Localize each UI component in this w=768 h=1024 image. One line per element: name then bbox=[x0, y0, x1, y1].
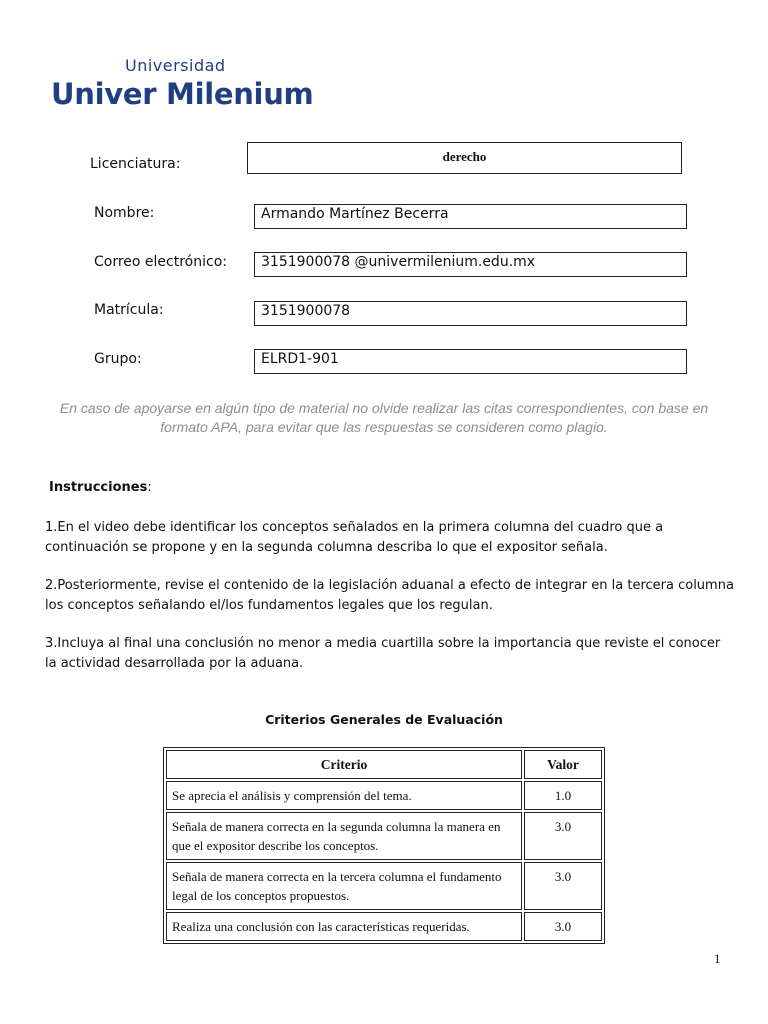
table-row bbox=[166, 812, 602, 860]
header-valor: Valor bbox=[524, 750, 602, 779]
correo-label: Correo electrónico: bbox=[94, 254, 227, 270]
instruction-item-2: 2.Posteriormente, revise el contenido de la legislación aduanal a efecto de integrar en la tercera columna los conceptos señalando el/los fundamentos legales que los regulan. bbox=[45, 578, 734, 613]
table-header-row bbox=[166, 750, 602, 779]
criteria-table bbox=[163, 747, 605, 944]
logo-universidad: Universidad bbox=[125, 56, 226, 75]
valor-cell: 3.0 bbox=[524, 862, 602, 910]
instruction-item-1: 1.En el video debe identificar los conceptos señalados en la primera columna del cuadro que a continuación se propone y en la segunda columna describa lo que el expositor señala. bbox=[45, 520, 664, 555]
logo-univer-milenium: Univer Milenium bbox=[51, 77, 314, 111]
criterio-cell: Señala de manera correcta en la segunda columna la manera en que el expositor describe los conceptos. bbox=[166, 812, 522, 860]
plagiarism-note: En caso de apoyarse en algún tipo de material no olvide realizar las citas correspondientes, con base en formato APA, para evitar que las respuestas se consideren como plagio. bbox=[59, 400, 709, 435]
table-row bbox=[166, 912, 602, 941]
valor-cell: 3.0 bbox=[524, 812, 602, 860]
licenciatura-label: Licenciatura: bbox=[90, 156, 181, 172]
instructions-title: Instrucciones: bbox=[49, 480, 152, 495]
nombre-field[interactable]: Armando Martínez Becerra bbox=[254, 204, 687, 229]
header-criterio: Criterio bbox=[166, 750, 522, 779]
grupo-label: Grupo: bbox=[94, 351, 142, 367]
criteria-title: Criterios Generales de Evaluación bbox=[265, 712, 503, 727]
criterio-cell: Realiza una conclusión con las características requeridas. bbox=[166, 912, 522, 941]
valor-cell: 1.0 bbox=[524, 781, 602, 810]
grupo-field[interactable]: ELRD1-901 bbox=[254, 349, 687, 374]
correo-field[interactable]: 3151900078 @univermilenium.edu.mx bbox=[254, 252, 687, 277]
table-row bbox=[166, 781, 602, 810]
valor-cell: 3.0 bbox=[524, 912, 602, 941]
table-row bbox=[166, 862, 602, 910]
page-number: 1 bbox=[714, 951, 721, 966]
matricula-label: Matrícula: bbox=[94, 302, 164, 318]
criterio-cell: Señala de manera correcta en la tercera columna el fundamento legal de los conceptos propuestos. bbox=[166, 862, 522, 910]
matricula-field[interactable]: 3151900078 bbox=[254, 301, 687, 326]
nombre-label: Nombre: bbox=[94, 205, 155, 221]
criterio-cell: Se aprecia el análisis y comprensión del tema. bbox=[166, 781, 522, 810]
licenciatura-field[interactable]: derecho bbox=[247, 142, 682, 174]
instruction-item-3: 3.Incluya al final una conclusión no menor a media cuartilla sobre la importancia que reviste el conocer la actividad desarrollada por la aduana. bbox=[45, 636, 721, 671]
